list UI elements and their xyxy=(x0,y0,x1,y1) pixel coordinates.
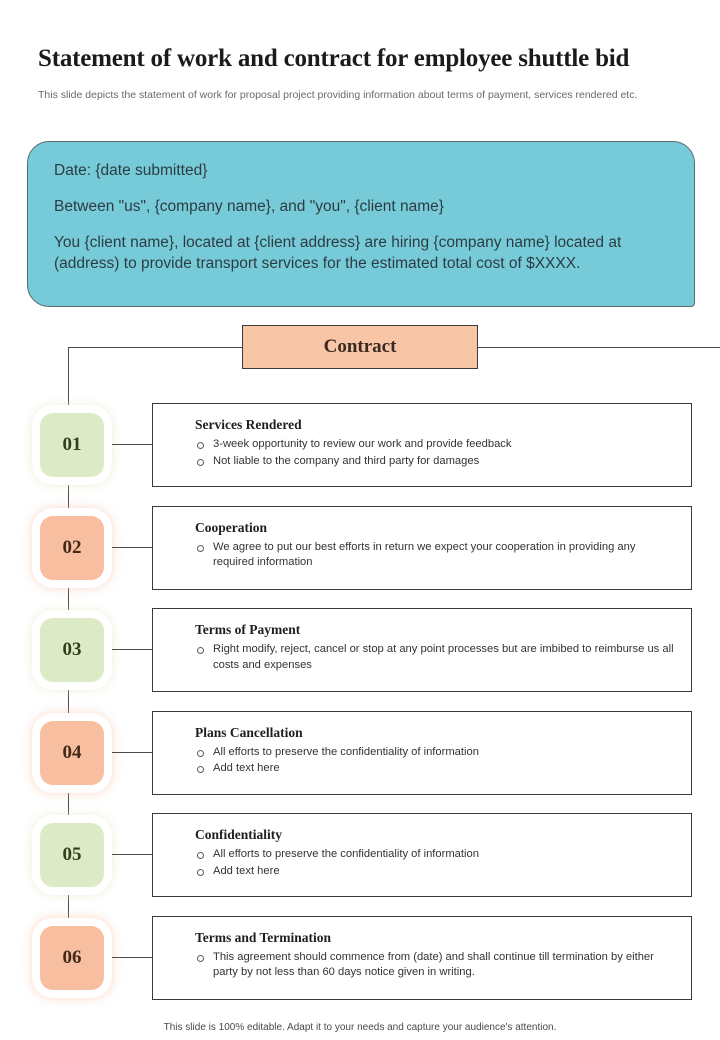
section-bullet-list xyxy=(195,540,675,571)
section-number-badge-06[interactable] xyxy=(32,918,112,998)
section-bullet-item: Add text here xyxy=(195,864,675,880)
connector-stub xyxy=(112,444,153,445)
page-subtitle: This slide depicts the statement of work for proposal project providing information about terms of payment, services rendered etc. xyxy=(38,89,638,101)
connector-top-horizontal xyxy=(68,347,243,348)
section-card-title: Services Rendered xyxy=(195,417,302,432)
section-bullet-list xyxy=(195,745,675,777)
section-number-badge-05[interactable] xyxy=(32,815,112,895)
section-bullet-item: Right modify, reject, cancel or stop at any point processes but are imbibed to reimburse us all costs and expenses xyxy=(195,642,675,673)
section-row xyxy=(0,608,720,696)
section-card-title: Terms and Termination xyxy=(195,929,332,945)
section-row xyxy=(0,506,720,594)
section-number-label: 02 xyxy=(40,516,104,580)
section-bullet-item: We agree to put our best efforts in return we expect your cooperation in providing any required information xyxy=(195,540,675,571)
section-card xyxy=(152,813,692,897)
connector-stub xyxy=(112,854,153,855)
section-bullet-list xyxy=(195,950,675,981)
section-bullet-list xyxy=(195,847,675,879)
section-bullet-list xyxy=(195,642,675,673)
section-number-badge-03[interactable] xyxy=(32,610,112,690)
connector-stub xyxy=(112,752,153,753)
contract-badge xyxy=(242,325,478,369)
section-card-title: Plans Cancellation xyxy=(195,724,303,740)
summary-line-engagement: You {client name}, located at {client address} are hiring {company name} located at (address) to provide transport services for the estimated total cost of $XXXX. xyxy=(54,234,622,272)
section-number-badge-01[interactable] xyxy=(32,405,112,485)
section-bullet-item: All efforts to preserve the confidentiality of information xyxy=(195,745,675,761)
connector-stub xyxy=(112,649,153,650)
section-card xyxy=(152,916,692,1000)
section-row xyxy=(0,916,720,1004)
summary-line-date: Date: {date submitted} xyxy=(54,162,208,179)
page-title: Statement of work and contract for employee shuttle bid xyxy=(38,45,630,72)
connector-stub xyxy=(112,957,153,958)
section-bullet-item: This agreement should commence from (date) and shall continue till termination by either party by not less than 60 days notice given in writing. xyxy=(195,950,675,981)
connector-contract-right xyxy=(477,347,720,348)
section-card xyxy=(152,608,692,692)
section-number-badge-02[interactable] xyxy=(32,508,112,588)
section-card-title: Confidentiality xyxy=(195,827,283,842)
summary-panel xyxy=(27,141,695,307)
section-number-label: 05 xyxy=(40,823,104,887)
section-bullet-list xyxy=(195,437,675,469)
section-number-label: 04 xyxy=(40,721,104,785)
section-row xyxy=(0,813,720,901)
section-number-badge-04[interactable] xyxy=(32,713,112,793)
section-card-title: Terms of Payment xyxy=(195,622,301,637)
summary-line-parties: Between "us", {company name}, and "you", {client name} xyxy=(54,198,444,215)
section-number-label: 01 xyxy=(40,413,104,477)
connector-stub xyxy=(112,547,153,548)
section-card-title: Cooperation xyxy=(195,519,267,535)
section-row xyxy=(0,403,720,491)
section-card xyxy=(152,506,692,590)
section-row xyxy=(0,711,720,799)
section-number-label: 06 xyxy=(40,926,104,990)
footer-note: This slide is 100% editable. Adapt it to your needs and capture your audience's attention. xyxy=(163,1022,557,1033)
section-card xyxy=(152,711,692,795)
section-bullet-item: Not liable to the company and third party for damages xyxy=(195,454,675,470)
section-number-label: 03 xyxy=(40,618,104,682)
contract-badge-label: Contract xyxy=(323,336,397,357)
section-bullet-item: All efforts to preserve the confidentiality of information xyxy=(195,847,675,863)
section-bullet-item: 3-week opportunity to review our work and provide feedback xyxy=(195,437,675,453)
section-card xyxy=(152,403,692,487)
section-bullet-item: Add text here xyxy=(195,761,675,777)
